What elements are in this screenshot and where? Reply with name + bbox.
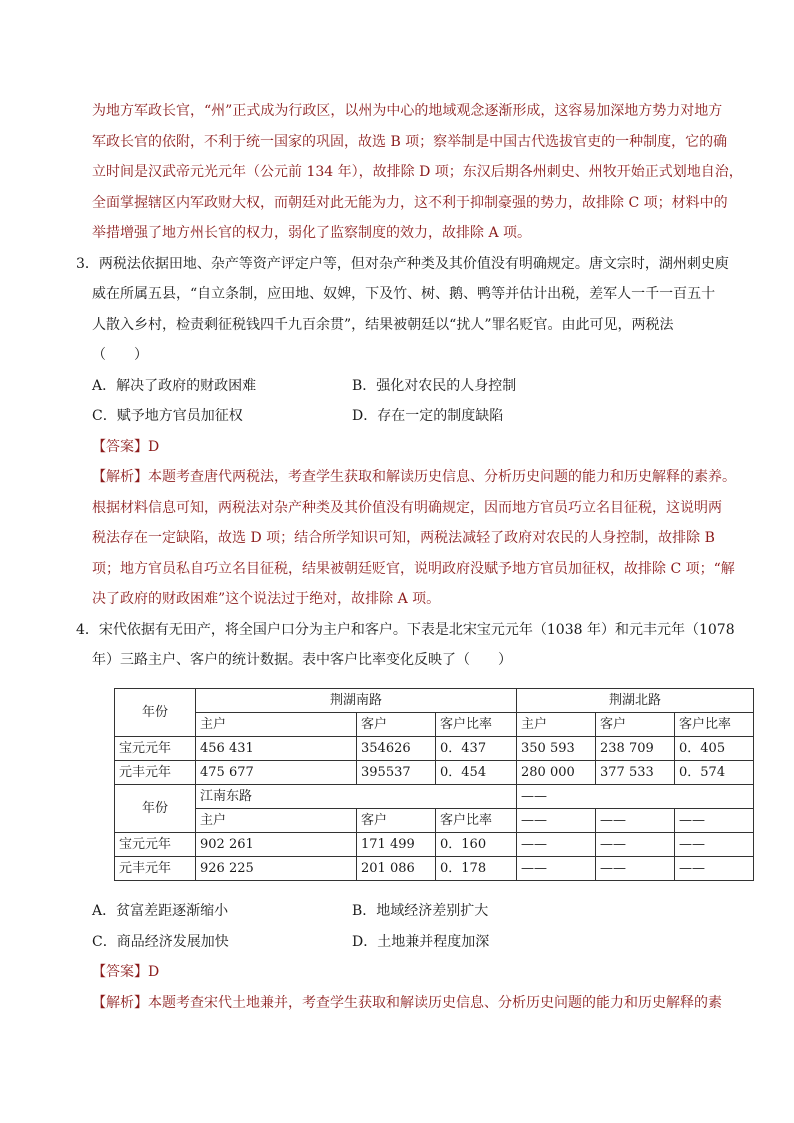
table-cell: 0．160 [436,833,517,857]
question-4-options-row [92,927,732,958]
question-3-stem: 3．两税法依据田地、杂产等资产评定户等，但对杂产种类及其价值没有明确规定。唐文宗时，湖州刺史庾 [76,255,729,272]
table-header-region: 荆湖北路 [517,689,754,713]
table-cell: —— [596,833,675,857]
analysis-line: 举措增强了地方州长官的权力，弱化了监察制度的效力，故排除 A 项。 [92,225,532,241]
table-cell: 456 431 [196,737,357,761]
table-col-header: 客户 [357,809,436,833]
table-header-dash: —— [517,785,754,809]
answer: 【答案】D [92,438,160,455]
question-4-stem: 4．宋代依据有无田产，将全国户口分为主户和客户。下表是北宋宝元元年（1038 年）和元丰元年（1078 [76,621,735,638]
table-cell: —— [517,809,596,833]
page-content [76,96,743,676]
table-cell: 元丰元年 [115,857,196,881]
analysis-line: 【解析】本题考查宋代土地兼并，考查学生获取和解读历史信息、分析历史问题的能力和历史解释的素 [92,994,722,1011]
answer: 【答案】D [92,964,160,980]
option-d: D．存在一定的制度缺陷 [352,408,504,424]
table-cell: 0．574 [675,761,754,785]
table-cell: —— [596,857,675,881]
table-row [115,857,754,881]
question-4-lower [92,896,732,1018]
table-cell: 0．405 [675,737,754,761]
option-a: A．解决了政府的财政困难 [92,377,257,394]
table-cell: 171 499 [357,833,436,857]
table-cell: 201 086 [357,857,436,881]
table-col-header: 主户 [196,809,357,833]
option-a: A．贫富差距逐渐缩小 [92,903,229,919]
question-3-stem: 威在所属五县，“自立条制，应田地、奴婢，下及竹、树、鹅、鸭等并估计出税，差军人一千一百五十 [92,286,716,302]
table-cell: 0．437 [436,737,517,761]
table-cell: —— [675,857,754,881]
analysis-line: 项；地方官员私自巧立名目征税，结果被朝廷贬官，说明政府没赋予地方官员加征权，故排除 C 项；“解 [92,560,735,577]
option-b: B．强化对农民的人身控制 [352,377,517,394]
question-4-options-row [92,896,732,927]
table-cell: 宝元元年 [115,737,196,761]
table-cell: 377 533 [596,761,675,785]
table-cell: 395537 [357,761,436,785]
analysis-line: 为地方军政长官，“州”正式成为行政区，以州为中心的地域观念逐渐形成，这容易加深地方势力对地方 [92,103,723,119]
option-d: D．土地兼并程度加深 [352,933,490,950]
table-col-header: 客户 [357,713,436,737]
table-row [115,761,754,785]
table-col-header: 主户 [196,713,357,737]
analysis-line: 全面掌握辖区内军政财大权，而朝廷对此无能为力，这不利于抑制豪强的势力，故排除 C 项；材料中的 [92,194,728,211]
table-cell: 元丰元年 [115,761,196,785]
table-cell: —— [517,833,596,857]
table-header-year: 年份 [115,689,196,737]
table-header-region: 荆湖南路 [196,689,517,713]
table-cell: 926 225 [196,857,357,881]
table-cell: 350 593 [517,737,596,761]
table-col-header: 主户 [517,713,596,737]
table-col-header: 客户比率 [436,713,517,737]
table-row [115,833,754,857]
table-cell: 902 261 [196,833,357,857]
table-cell: —— [675,809,754,833]
table-col-header: 客户比率 [436,809,517,833]
question-3-options-row [92,401,732,432]
analysis-line: 根据材料信息可知，两税法对杂产种类及其价值没有明确规定，因而地方官员巧立名目征税，这说明两 [92,499,722,516]
question-3-stem: 人散入乡村，检责剩征税钱四千九百余贯”，结果被朝廷以“扰人”罪名贬官。由此可见，两税法 [92,316,674,333]
table-row [115,737,754,761]
analysis-line: 税法存在一定缺陷，故选 D 项；结合所学知识可知，两税法减轻了政府对农民的人身控制，故排除 B [92,530,715,546]
question-3-options-row [92,371,732,402]
analysis-line: 立时间是汉武帝元光元年（公元前 134 年），故排除 D 项；东汉后期各州刺史、州牧开始正式划地自治， [92,164,743,180]
table-cell: —— [517,857,596,881]
analysis-line: 军政长官的依附，不利于统一国家的巩固，故选 B 项；察举制是中国古代选拔官吏的一种制度，它的确 [92,133,728,150]
table-cell: —— [596,809,675,833]
table-col-header: 客户比率 [675,713,754,737]
table-col-header: 客户 [596,713,675,737]
table-header-year: 年份 [115,785,196,833]
table-cell: 0．178 [436,857,517,881]
question-3-stem: （ ） [92,347,148,363]
table-cell: 280 000 [517,761,596,785]
table-header-region: 江南东路 [196,785,517,809]
analysis-line: 【解析】本题考查唐代两税法，考查学生获取和解读历史信息、分析历史问题的能力和历史解释的素养。 [92,469,736,485]
table-cell: 354626 [357,737,436,761]
option-c: C．商品经济发展加快 [92,933,229,950]
analysis-line: 决了政府的财政困难”这个说法过于绝对，故排除 A 项。 [92,591,441,607]
table-cell: 238 709 [596,737,675,761]
table-cell: 475 677 [196,761,357,785]
table-cell: 宝元元年 [115,833,196,857]
household-table [114,688,754,881]
option-b: B．地域经济差别扩大 [352,903,489,919]
question-4-stem: 年）三路主户、客户的统计数据。表中客户比率变化反映了（ ） [92,652,512,668]
table-cell: —— [675,833,754,857]
table-cell: 0．454 [436,761,517,785]
option-c: C．赋予地方官员加征权 [92,408,243,424]
